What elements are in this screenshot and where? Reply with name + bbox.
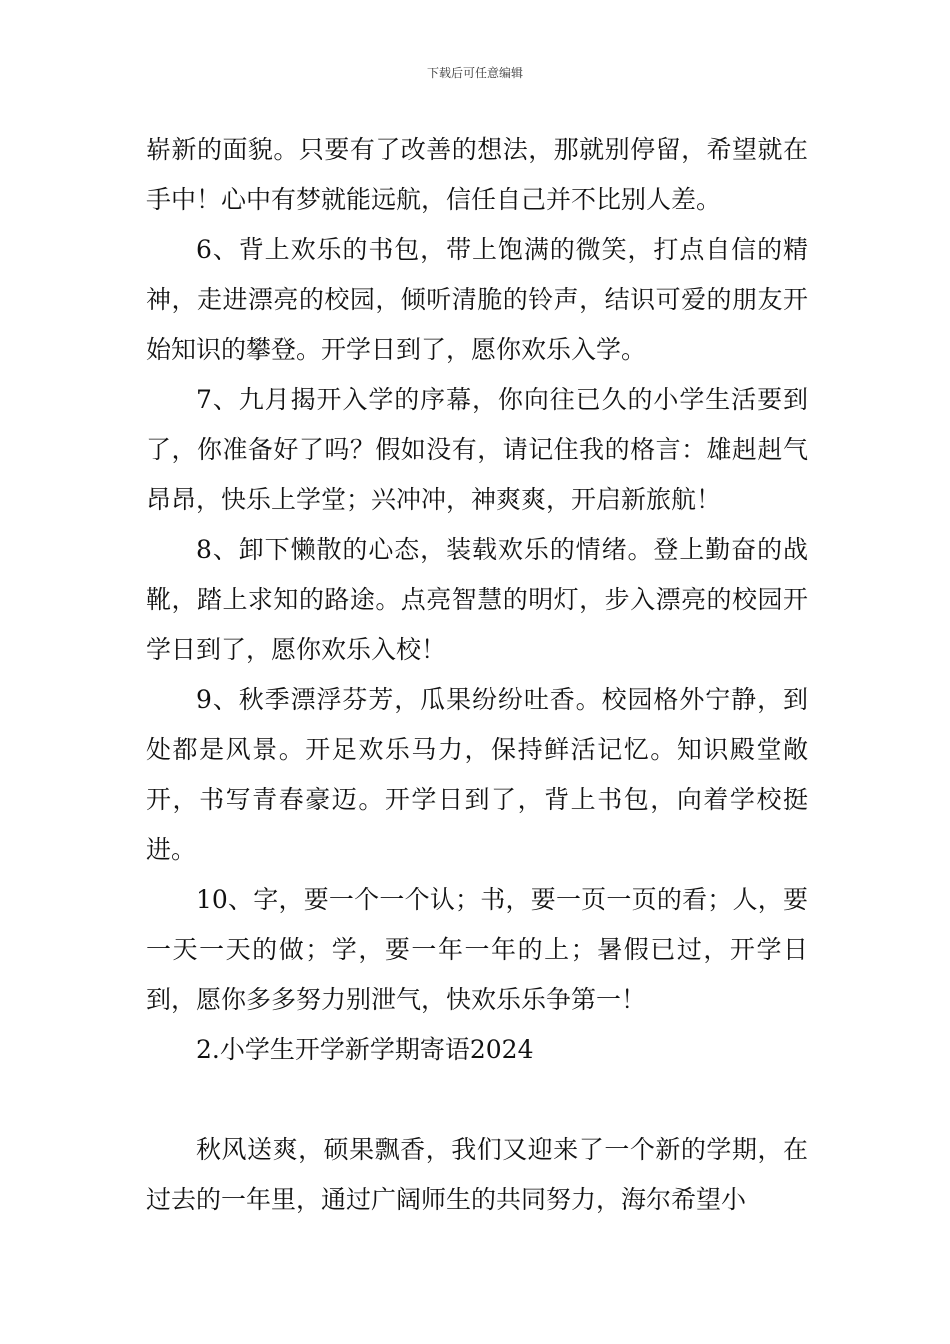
document-body (146, 125, 808, 1225)
paragraph-item-6: 6、背上欢乐的书包，带上饱满的微笑，打点自信的精神，走进漂亮的校园，倾听清脆的铃声，结识可爱的朋友开始知识的攀登。开学日到了，愿你欢乐入学。 (146, 235, 808, 364)
page-header: 下载后可任意编辑 (426, 66, 523, 80)
paragraph-item-7: 7、九月揭开入学的序幕，你向往已久的小学生活要到了，你准备好了吗？假如没有，请记住我的格言：雄赳赳气昂昂，快乐上学堂；兴冲冲，神爽爽，开启新旅航！ (146, 385, 808, 514)
paragraph-item-10: 10、字，要一个一个认；书，要一页一页的看；人，要一天一天的做；学，要一年一年的上；暑假已过，开学日到，愿你多多努力别泄气，快欢乐乐争第一！ (146, 885, 808, 1014)
paragraph-item-9: 9、秋季漂浮芬芳，瓜果纷纷吐香。校园格外宁静，到处都是风景。开足欢乐马力，保持鲜活记忆。知识殿堂敞开，书写青春豪迈。开学日到了，背上书包，向着学校挺进。 (146, 685, 808, 864)
paragraph-section-intro: 秋风送爽，硕果飘香，我们又迎来了一个新的学期，在过去的一年里，通过广阔师生的共同努力，海尔希望小 (146, 1135, 808, 1214)
section-heading: 2.小学生开学新学期寄语2024 (196, 1035, 534, 1064)
paragraph-continued: 崭新的面貌。只要有了改善的想法，那就别停留，希望就在手中！心中有梦就能远航，信任自己并不比别人差。 (146, 135, 808, 214)
paragraph-item-8: 8、卸下懒散的心态，装载欢乐的情绪。登上勤奋的战靴，踏上求知的路途。点亮智慧的明灯，步入漂亮的校园开学日到了，愿你欢乐入校！ (146, 535, 808, 664)
blank-line (146, 1075, 808, 1125)
